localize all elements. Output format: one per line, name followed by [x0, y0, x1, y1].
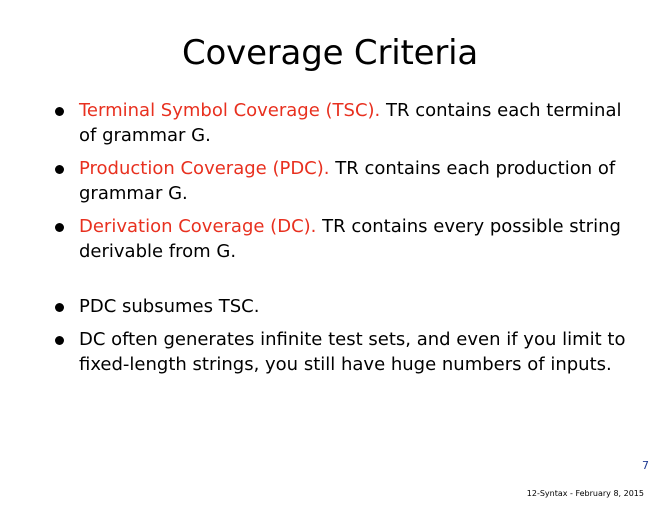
bullet-item-subsumes [55, 294, 635, 319]
bullet-dot-icon [55, 165, 64, 174]
slide-title: Coverage Criteria [182, 33, 478, 73]
bullet-text: TR contains every possible string derivable from G. [79, 216, 621, 262]
bullet-item-infinite [55, 327, 635, 377]
bullet-item-tsc [55, 98, 635, 148]
bullet-term: Derivation Coverage (DC). [79, 216, 317, 237]
slide-footer: 12-Syntax - February 8, 2015 [526, 489, 644, 498]
bullet-item-pdc [55, 156, 635, 206]
bullet-text: PDC subsumes TSC. [79, 296, 260, 317]
bullet-item-dc [55, 214, 635, 264]
bullet-text: DC often generates infinite test sets, and even if you limit to fixed-length strings, you still have huge numbers of inputs. [79, 329, 626, 375]
bullet-list [55, 98, 635, 385]
bullet-text: TR contains each production of grammar G. [79, 158, 616, 204]
bullet-dot-icon [55, 303, 64, 312]
bullet-text: TR contains each terminal of grammar G. [79, 100, 622, 146]
bullet-dot-icon [55, 107, 64, 116]
bullet-term: Terminal Symbol Coverage (TSC). [79, 100, 381, 121]
bullet-term: Production Coverage (PDC). [79, 158, 330, 179]
slide-number: 7 [642, 459, 649, 472]
bullet-dot-icon [55, 336, 64, 345]
bullet-dot-icon [55, 223, 64, 232]
